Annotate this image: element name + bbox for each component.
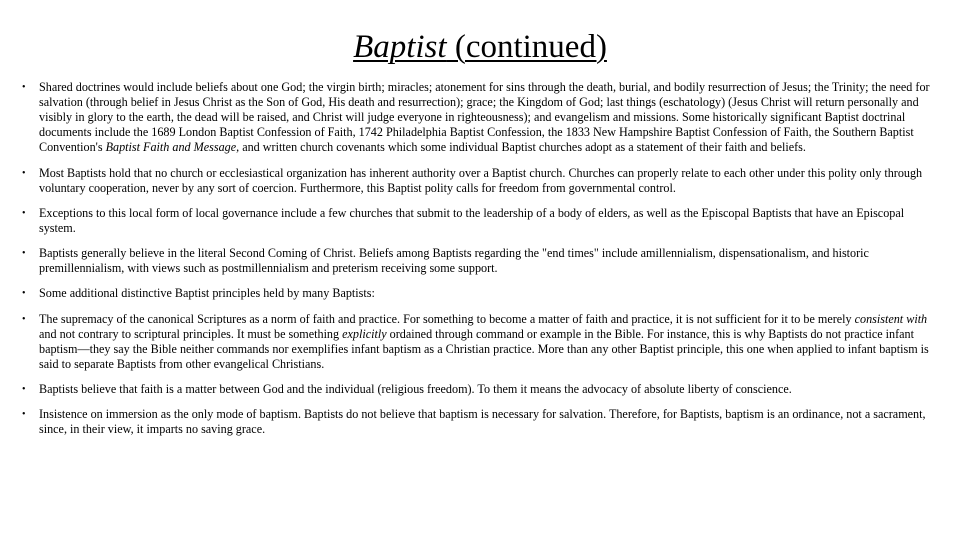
list-item (22, 246, 940, 276)
bullet-text: Some additional distinctive Baptist principles held by many Baptists: (39, 286, 375, 301)
bullet-emphasis: explicitly (342, 326, 387, 341)
page-title (0, 26, 960, 68)
bullet-icon: • (22, 409, 26, 421)
title-rest: (continued) (446, 29, 607, 65)
bullet-text: ordained through command or example in the Bible. For instance, this is why Baptists do not practice infant baptism—they say the Bible neither commands nor exemplifies infant baptism as a Christian practice. More than any other Baptist principle, this one when applied to infant baptism is said to separate Baptists from other evangelical Christians. (39, 326, 929, 371)
bullet-text: and not contrary to scriptural principles. It must be something (39, 326, 343, 341)
list-item (22, 80, 940, 155)
bullet-icon: • (22, 313, 26, 325)
bullet-icon: • (22, 207, 26, 219)
bullet-icon: • (22, 288, 26, 300)
bullet-text: The supremacy of the canonical Scriptures as a norm of faith and practice. For something to become a matter of faith and practice, it is not sufficient for it to be merely (39, 311, 855, 326)
bullet-text: Shared doctrines would include beliefs about one God; the virgin birth; miracles; atonement for sins through the death, burial, and bodily resurrection of Jesus; the Trinity; the need for salvation (through belief in Jesus Christ as the Son of God, His death and resurrection); grace; the Kingdom of God; last things (eschatology) (Jesus Christ will return personally and visibly in glory to the earth, the dead will be raised, and Christ will judge everyone in righteousness); and evangelism and missions. Some historically significant Baptist doctrinal documents include the 1689 London Baptist Confession of Faith, 1742 Philadelphia Baptist Confession, the 1833 New Hampshire Baptist Confession of Faith, the Southern Baptist Convention's (39, 80, 930, 155)
bullet-text: Baptists generally believe in the literal Second Coming of Christ. Beliefs among Baptists regarding the "end times" include amillennialism, dispensationalism, and historic premillennialism, with views such as postmillennialism and preterism receiving some support. (39, 246, 869, 276)
bullet-list (22, 80, 940, 448)
bullet-text: Insistence on immersion as the only mode of baptism. Baptists do not believe that baptism is necessary for salvation. Therefore, for Baptists, baptism is an ordinance, not a sacrament, since, in their view, it imparts no saving grace. (39, 407, 926, 437)
list-item (22, 312, 940, 372)
list-item (22, 206, 940, 236)
bullet-text: and written church covenants which some individual Baptist churches adopt as a statement of their faith and beliefs. (239, 140, 806, 155)
bullet-icon: • (22, 167, 26, 179)
bullet-icon: • (22, 82, 26, 93)
bullet-icon: • (22, 248, 26, 260)
list-item (22, 407, 940, 437)
list-item (22, 166, 940, 196)
bullet-icon: • (22, 384, 26, 396)
bullet-text: Exceptions to this local form of local governance include a few churches that submit to the leadership of a body of elders, as well as the Episcopal Baptists that have an Episcopal system. (39, 205, 905, 235)
bullet-text: Baptists believe that faith is a matter between God and the individual (religious freedom). To them it means the advocacy of absolute liberty of conscience. (39, 382, 792, 397)
list-item (22, 382, 940, 397)
bullet-emphasis: Baptist Faith and Message, (105, 140, 240, 155)
bullet-text: Most Baptists hold that no church or ecclesiastical organization has inherent authority over a Baptist church. Churches can properly relate to each other under this polity only through voluntary cooperation, never by any sort of coercion. Furthermore, this Baptist polity calls for freedom from governmental control. (39, 165, 923, 195)
list-item (22, 286, 940, 301)
title-emphasis: Baptist (353, 29, 447, 65)
bullet-emphasis: consistent with (854, 311, 928, 326)
